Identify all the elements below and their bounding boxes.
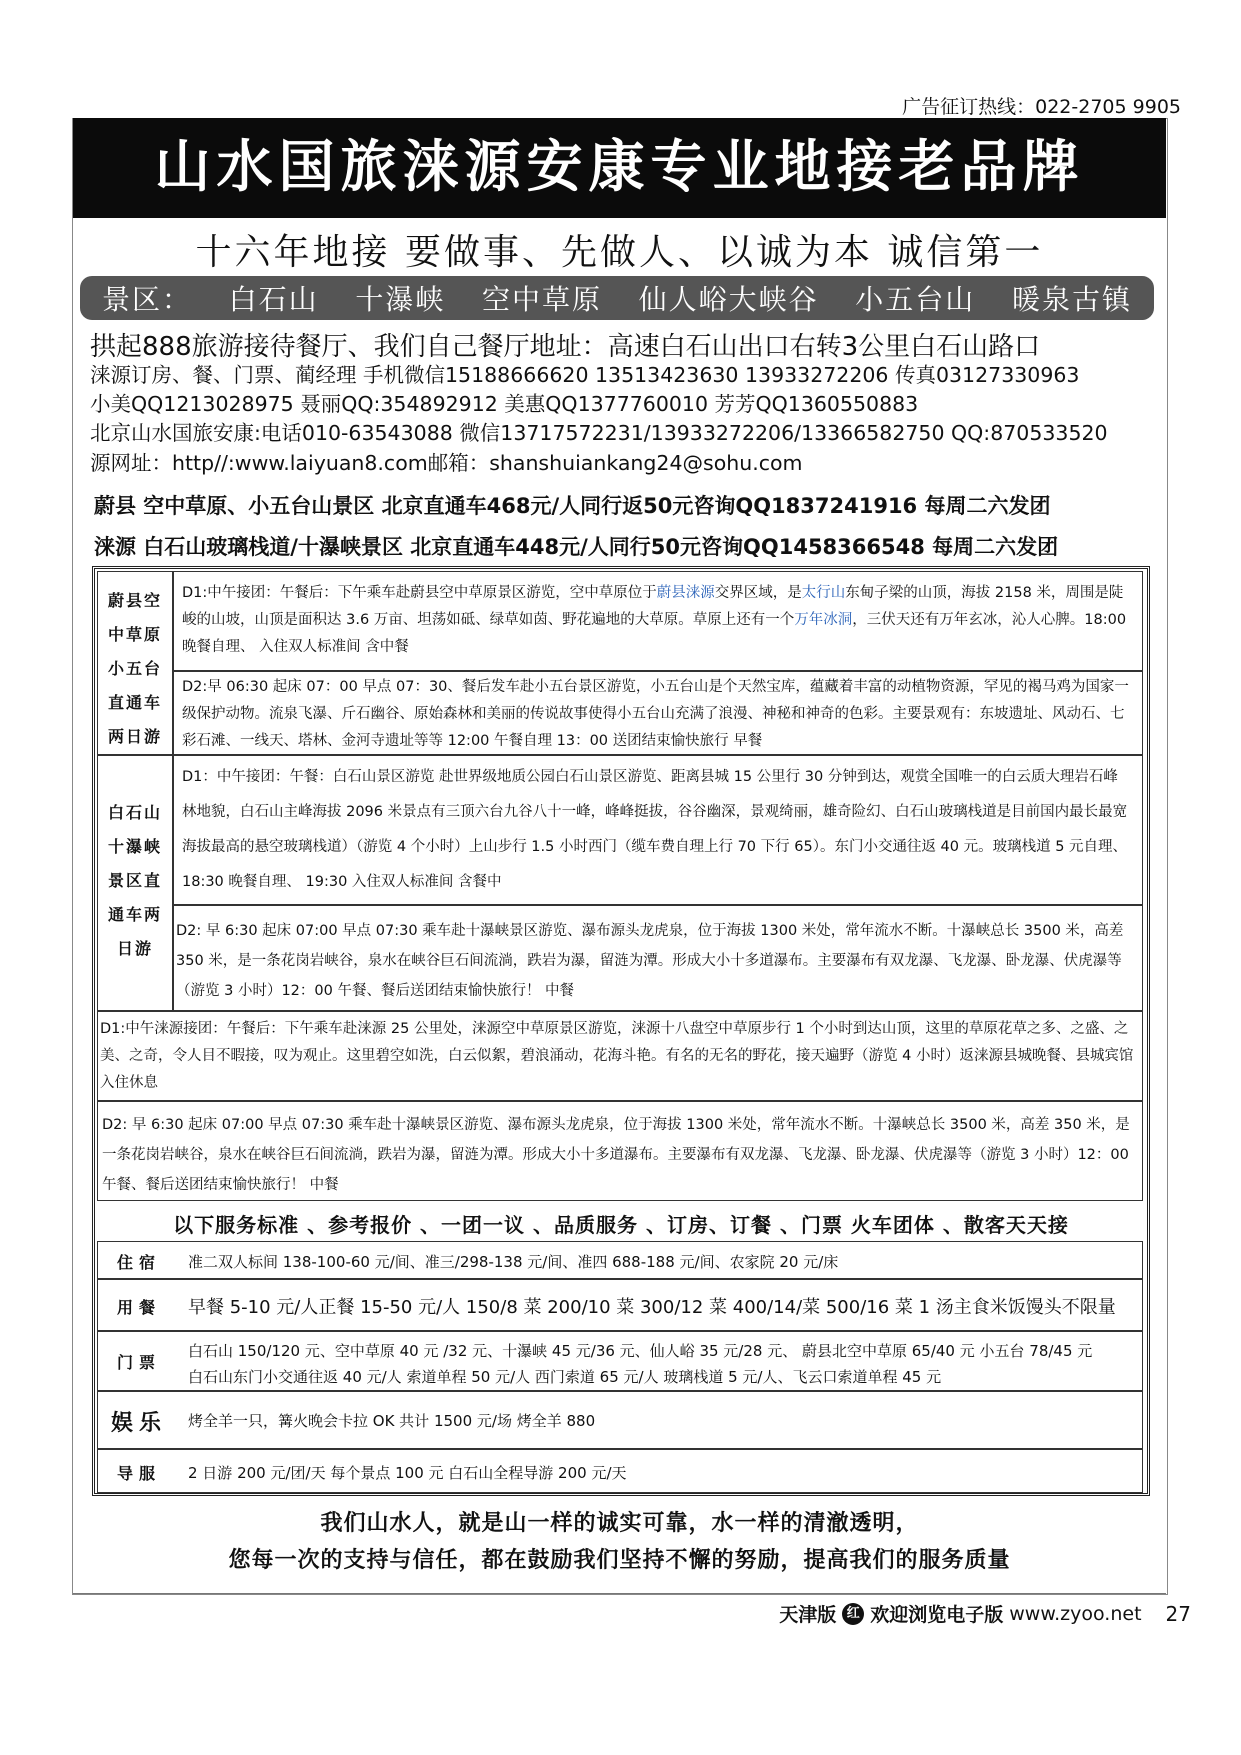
itinerary-1-label-cell: [97, 571, 173, 755]
beijing-office-contacts: 北京山水国旅安康:电话010-63543088 微信13717572231/13933272206/13366582750 QQ:870533520: [90, 421, 1108, 445]
itinerary-3-day2-text: D2: 早 6:30 起床 07:00 早点 07:30 乘车赴十瀑峡景区游览、瀑布源头龙虎泉，位于海拔 1300 米处，常年流水不断。十瀑峡总长 3500 米，高差 350 米，是一条花岗岩峡谷，泉水在峡谷巨石间流淌，跌岩为瀑，留涟为潭。形成大小十多道瀑布。主要瀑布有双龙瀑、飞龙瀑、卧龙瀑、伏虎瀑等（游览 3 小时）12：00 午餐、餐后送团结束愉快旅行！ 中餐: [102, 1117, 1130, 1193]
scenic-item: 空中草原: [481, 283, 602, 316]
service-text: 白石山东门小交通往返 40 元/人 索道单程 50 元/人 西门索道 65 元/人 玻璃栈道 5 元/人、飞云口索道单程 45 元: [188, 1368, 942, 1386]
service-text: 白石山 150/120 元、空中草原 40 元 /32 元、十瀑峡 45 元/36 元、仙人峪 35 元/28 元、 蔚县北空中草原 65/40 元 小五台 78/45 元: [188, 1342, 1093, 1360]
itinerary-1-day1-text: D1:中午接团：午餐后：下午乘车赴蔚县空中草原景区游览，空中草原位于蔚县涞源交界区域，是太行山东甸子梁的山顶，海拔 2158 米，周围是陡峻的山坡，山顶是面积达 3.6 万亩、坦荡如砥、绿草如茵、野花遍地的大草原。草原上还有一个万年冰洞，三伏天还有万年玄冰，沁人心脾。18:00 晚餐自理、 入住双人标准间 含中餐: [182, 585, 1127, 655]
itinerary-2-day1-text: D1：中午接团：午餐：白石山景区游览 赴世界级地质公园白石山景区游览、距离县城 15 公里行 30 分钟到达，观赏全国唯一的白云质大理岩石峰林地貌，白石山主峰海拔 2096 米景点有三顶六台九谷八十一峰，峰峰挺拔，谷谷幽深，景观绮丽，雄奇险幻、白石山玻璃栈道是目前国内最长最宽海拔最高的悬空玻璃栈道）（游览 4 个小时）上山步行 1.5 小时西门（缆车费自理上行 70 下行 65）。东门小交通往返 40 元。玻璃栈道 5 元自理、18:30 晚餐自理、 19:30 入住双人标准间 含餐中: [182, 769, 1128, 890]
link-taihang[interactable]: 太行山: [801, 585, 846, 601]
page-number: 27: [1165, 1601, 1191, 1626]
itinerary-1-label-line: 直通车: [107, 693, 162, 712]
itinerary-3-day2: [97, 1101, 1143, 1201]
scenic-item: 白石山: [228, 283, 319, 316]
itinerary-2-day1: [173, 755, 1143, 905]
link-ice-cave[interactable]: 万年冰洞: [794, 612, 853, 628]
link-yuxian-laiyuan[interactable]: 蔚县涞源: [656, 585, 715, 601]
itinerary-table: [92, 566, 1150, 1496]
itinerary-1-label-line: 两日游: [107, 727, 162, 746]
itinerary-2-day2-text: D2: 早 6:30 起床 07:00 早点 07:30 乘车赴十瀑峡景区游览、瀑布源头龙虎泉，位于海拔 1300 米处，常年流水不断。十瀑峡总长 3500 米，高差 350 米，是一条花岗岩峡谷，泉水在峡谷巨石间流淌，跌岩为瀑，留涟为潭。形成大小十多道瀑布。主要瀑布有双龙瀑、飞龙瀑、卧龙瀑、伏虎瀑等（游览 3 小时）12：00 午餐、餐后送团结束愉快旅行！ 中餐: [176, 923, 1124, 999]
service-row-tickets: [97, 1331, 1143, 1391]
itinerary-2-label-line: 日游: [116, 939, 153, 958]
service-row-lodging: [97, 1241, 1143, 1279]
qq-contacts: 小美QQ1213028975 聂丽QQ:354892912 美惠QQ1377760010 芳芳QQ1360550883: [90, 392, 919, 416]
page-title: 山水国旅涞源安康专业地接老品牌: [73, 118, 1166, 218]
itinerary-2-day2: [173, 905, 1143, 1011]
itinerary-1-label-line: 小五台: [107, 659, 162, 678]
service-row-guide: [97, 1449, 1143, 1493]
itinerary-2-label-line: 景区直: [107, 871, 162, 890]
booking-contacts: 涞源订房、餐、门票、蔺经理 手机微信15188666620 13513423630 13933272206 传真03127330963: [90, 363, 1080, 387]
itinerary-3-day1-text: D1:中午涞源接团：午餐后：下午乘车赴涞源 25 公里处，涞源空中草原景区游览，涞源十八盘空中草原步行 1 个小时到达山顶，这里的草原花草之多、之盛、之美、之奇，令人目不暇接，叹为观止。这里碧空如洗，白云似絮，碧浪涌动，花海斗艳。有名的无名的野花，接天遍野（游览 4 小时）返涞源县城晚餐、县城宾馆入住休息: [100, 1021, 1134, 1091]
service-text: 准二双人标间 138-100-60 元/间、准三/298-138 元/间、准四 688-188 元/间、农家院 20 元/床: [188, 1253, 839, 1271]
service-label: 娱乐: [110, 1411, 167, 1436]
itinerary-2-label-line: 十瀑峡: [107, 837, 162, 856]
brand-badge-icon: 红: [842, 1603, 864, 1625]
itinerary-1-day2-text: D2:早 06:30 起床 07：00 早点 07：30、餐后发车赴小五台景区游览，小五台山是个天然宝库，蕴藏着丰富的动植物资源，罕见的褐马鸡为国家一级保护动物。流泉飞瀑、斤石幽谷、原始森林和美丽的传说故事使得小五台山充满了浪漫、神秘和神奇的色彩。主要景观有：东坡遗址、风动石、七彩石滩、一线天、塔林、金河寺遗址等等 12:00 午餐自理 13：00 送团结束愉快旅行 早餐: [182, 679, 1129, 749]
scenic-item: 暖泉古镇: [1011, 283, 1132, 316]
slogan: 十六年地接 要做事、先做人、以诚为本 诚信第一: [195, 232, 1044, 273]
service-text: 2 日游 200 元/团/天 每个景点 100 元 白石山全程导游 200 元/天: [188, 1464, 627, 1482]
edition-label: 天津版: [779, 1604, 837, 1626]
service-row-entertainment: [97, 1391, 1143, 1449]
services-header: 以下服务标准 、参考报价 、一团一议 、品质服务 、订房、订餐 、门票 火车团体 、散客天天接: [173, 1213, 1069, 1237]
itinerary-3-day1: [97, 1011, 1143, 1101]
itinerary-1-label-line: 中草原: [107, 625, 162, 644]
service-text: 烤全羊一只，篝火晚会卡拉 OK 共计 1500 元/场 烤全羊 880: [188, 1412, 596, 1430]
scenic-item: 小五台山: [855, 283, 976, 316]
website-email: 源网址：http//:www.laiyuan8.com邮箱：shanshuiankang24@sohu.com: [90, 451, 803, 475]
scenic-label: 景区：: [102, 283, 193, 316]
service-label: 住宿: [116, 1253, 161, 1272]
service-label: 用餐: [116, 1298, 161, 1317]
itinerary-1-day1: [173, 571, 1143, 671]
closing-line-2: 您每一次的支持与信任，都在鼓励我们坚持不懈的努励，提高我们的服务质量: [228, 1548, 1011, 1573]
scenic-item: 十瀑峡: [355, 283, 446, 316]
itinerary-1-day2: [173, 671, 1143, 755]
itinerary-2-label-line: 通车两: [107, 905, 162, 924]
footer-divider: [73, 1593, 1166, 1594]
scenic-item: 仙人峪大峡谷: [638, 283, 819, 316]
page-footer: [779, 1600, 1191, 1627]
itinerary-2-label-line: 白石山: [107, 803, 162, 822]
website-link[interactable]: www.zyoo.net: [1009, 1602, 1142, 1625]
itinerary-1-label-line: 蔚县空: [107, 591, 162, 610]
service-row-dining: [97, 1279, 1143, 1331]
welcome-text: 欢迎浏览电子版: [870, 1604, 1004, 1626]
itinerary-2-label-cell: [97, 755, 173, 1011]
service-label: 门票: [116, 1353, 161, 1372]
closing-line-1: 我们山水人，就是山一样的诚实可靠，水一样的清澈透明，: [320, 1511, 919, 1536]
route-laiyuan: 涞源 白石山玻璃栈道/十瀑峡景区 北京直通车448元/人同行50元咨询QQ1458366548 每周二六发团: [94, 535, 1059, 559]
route-yuxian: 蔚县 空中草原、小五台山景区 北京直通车468元/人同行返50元咨询QQ1837241916 每周二六发团: [94, 494, 1051, 518]
service-label: 导服: [116, 1464, 161, 1483]
ad-hotline: 广告征订热线：022-2705 9905: [902, 96, 1181, 118]
scenic-list-bar: [80, 276, 1154, 320]
service-text: 早餐 5-10 元/人正餐 15-50 元/人 150/8 菜 200/10 菜 300/12 菜 400/14/菜 500/16 菜 1 汤主食米饭馒头不限量: [188, 1297, 1116, 1318]
restaurant-address: 拱起888旅游接待餐厅、我们自己餐厅地址：高速白石山出口右转3公里白石山路口: [90, 332, 1041, 362]
